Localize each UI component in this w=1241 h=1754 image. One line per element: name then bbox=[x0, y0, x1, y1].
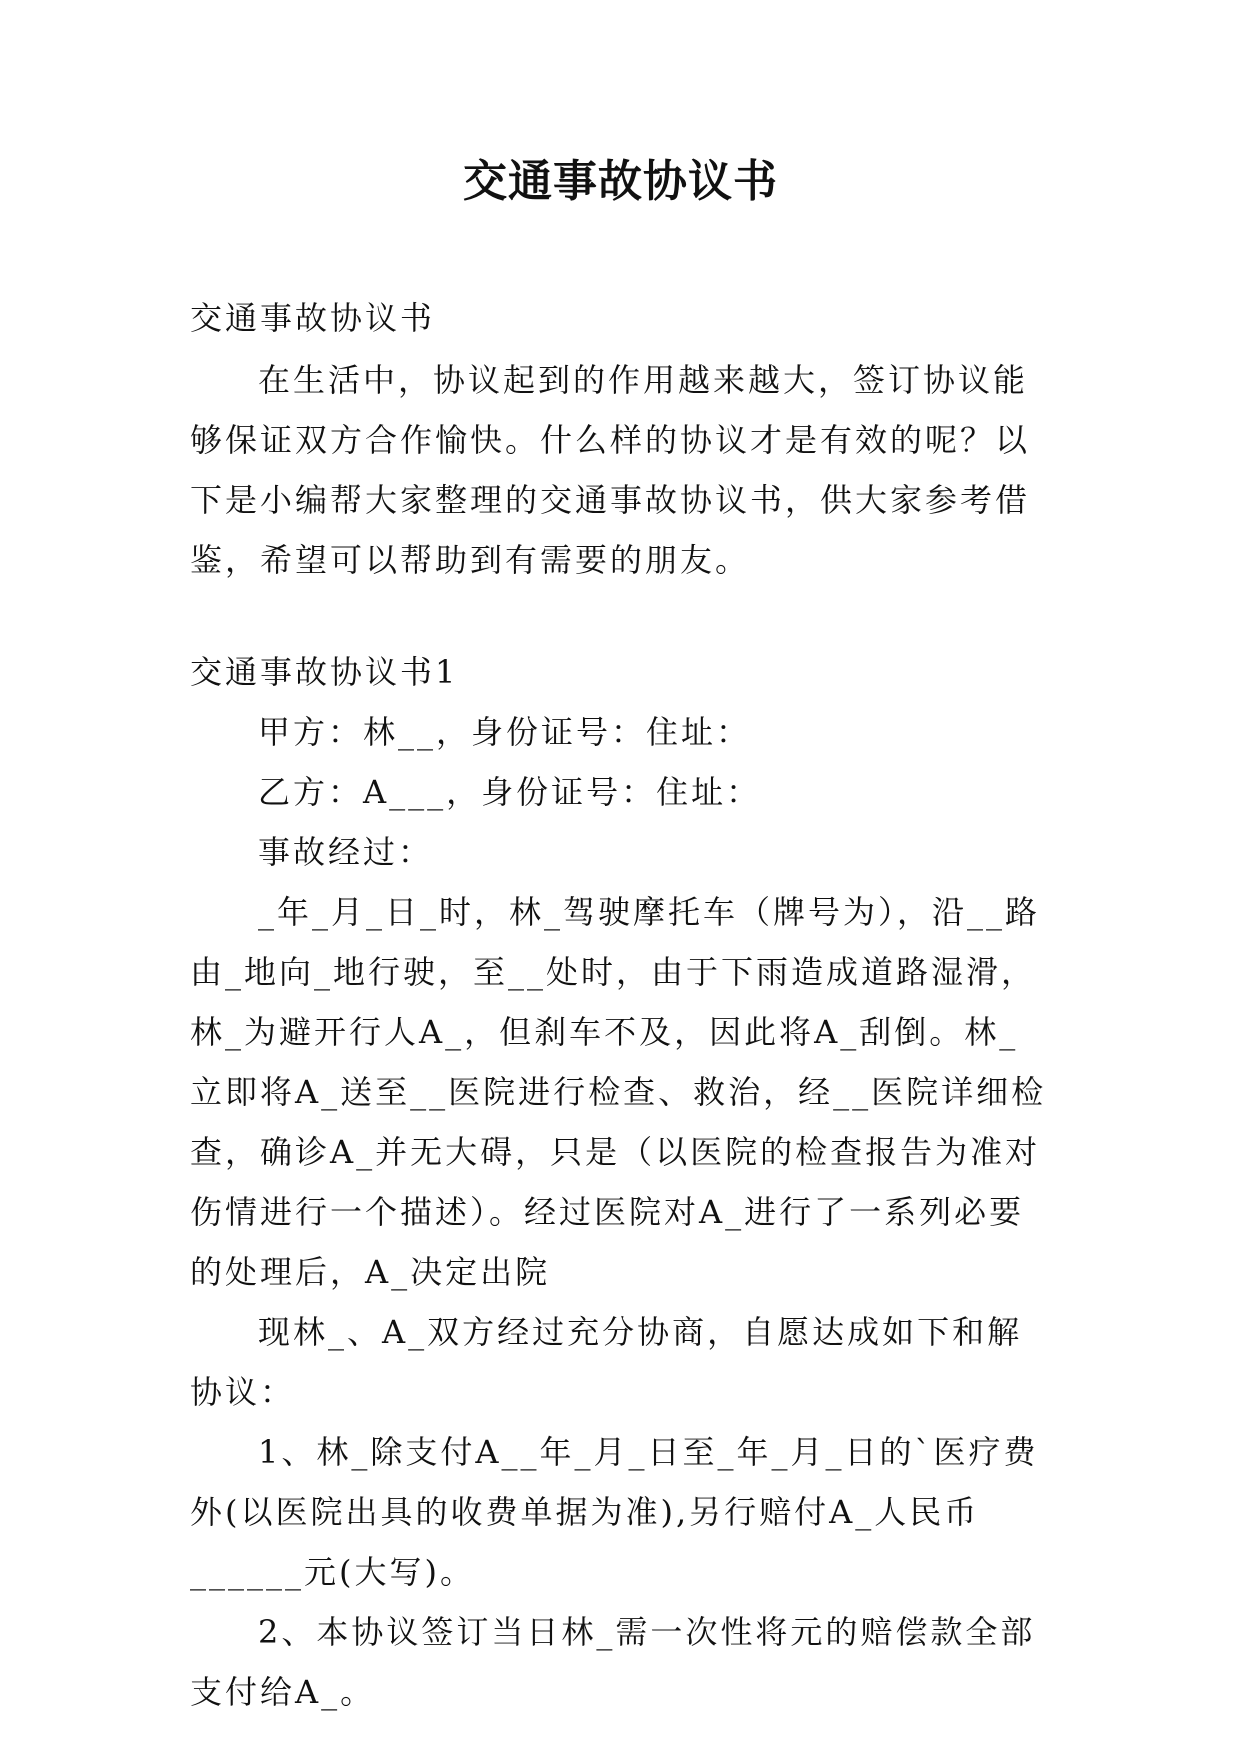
section-title: 交通事故协议书1 bbox=[190, 653, 459, 691]
clause-2: 2、本协议签订当日林_需一次性将元的赔偿款全部支付给A_。 bbox=[190, 1613, 1036, 1711]
document-body bbox=[190, 288, 1050, 1722]
party-a-line: 甲方：林__，身份证号：住址： bbox=[258, 713, 752, 751]
accident-paragraph: _年_月_日_时，林_驾驶摩托车（牌号为），沿__路由_地向_地行驶，至__处时，由于下雨造成道路湿滑，林_为避开行人A_，但刹车不及，因此将A_刮倒。林_立即将A_送至__医院进行检查、救治，经__医院详细检查，确诊A_并无大碍，只是（以医院的检查报告为准对伤情进行一个描述）。经过医院对A_进行了一系列必要的处理后，A_决定出院 bbox=[190, 893, 1047, 1291]
party-b-line: 乙方：A___，身份证号：住址： bbox=[258, 773, 762, 811]
intro-paragraph: 在生活中，协议起到的作用越来越大，签订协议能够保证双方合作愉快。什么样的协议才是有效的呢？以下是小编帮大家整理的交通事故协议书，供大家参考借鉴，希望可以帮助到有需要的朋友。 bbox=[190, 361, 1031, 579]
agreement-intro: 现林_、A_双方经过充分协商，自愿达成如下和解协议： bbox=[190, 1313, 1023, 1411]
accident-label: 事故经过： bbox=[258, 833, 434, 871]
document-heading: 交通事故协议书 bbox=[190, 299, 436, 337]
document-title: 交通事故协议书 bbox=[463, 156, 778, 207]
clause-1: 1、林_除支付A__年_月_日至_年_月_日的`医疗费外(以医院出具的收费单据为准),另行赔付A_人民币______元(大写)。 bbox=[190, 1433, 1039, 1591]
